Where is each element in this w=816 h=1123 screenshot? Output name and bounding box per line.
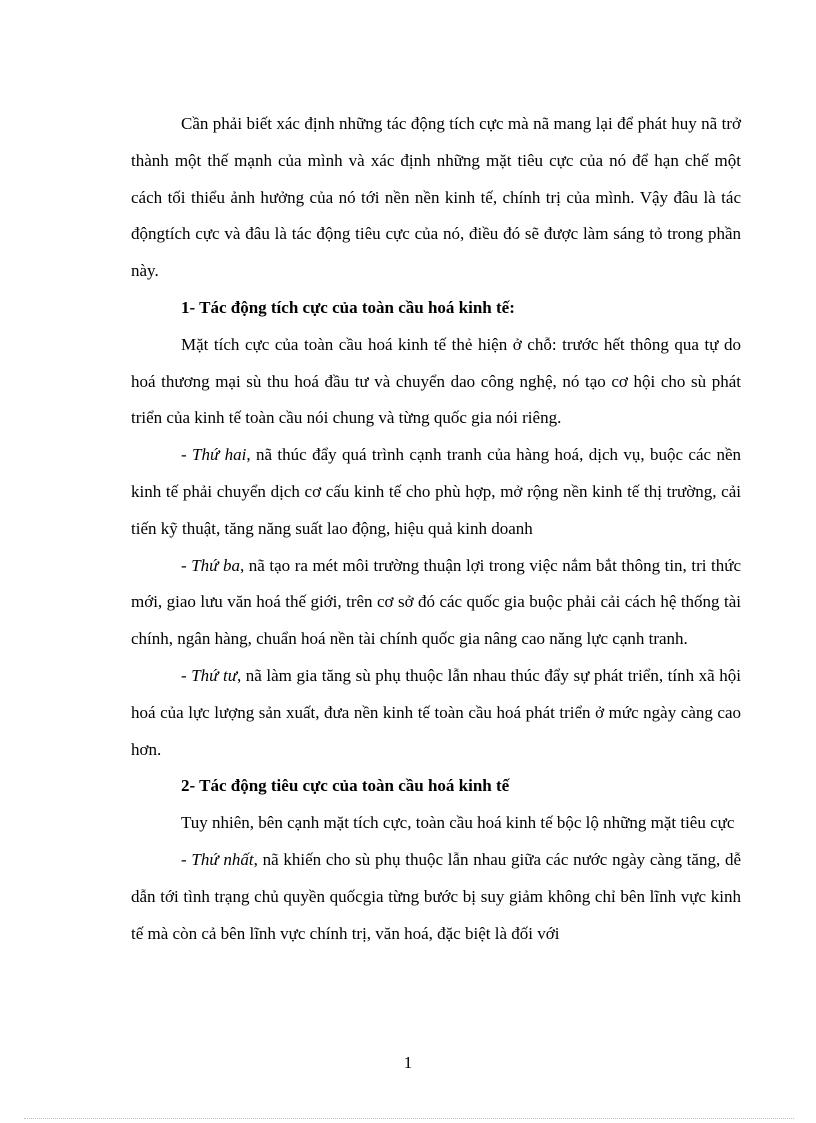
- page-bottom-border: [24, 1118, 794, 1119]
- section-1-heading: 1- Tác động tích cực của toàn cầu hoá kinh tế:: [181, 297, 515, 317]
- item-lead: Thứ tư: [191, 665, 237, 685]
- item-text: , nã thúc đẩy quá trình cạnh tranh của hàng hoá, dịch vụ, buộc các nền kinh tế phải chuyển dịch cơ cấu kinh tế cho phù hợp, mở rộng nền kinh tế thị trường, cải tiến kỹ thuật, tăng năng suất lao động, hiệu quả kinh doanh: [131, 445, 741, 538]
- item-lead: Thứ ba: [191, 555, 240, 575]
- section-2-paragraph: Tuy nhiên, bên cạnh mặt tích cực, toàn cầu hoá kinh tế bộc lộ những mặt tiêu cực: [181, 813, 735, 833]
- item-text: , nã làm gia tăng sù phụ thuộc lẫn nhau thúc đẩy sự phát triển, tính xã hội hoá của lực lượng sản xuất, đưa nền kinh tế toàn cầu hoá phát triển ở mức ngày càng cao hơn.: [131, 665, 741, 759]
- list-dash: -: [181, 665, 192, 685]
- section-2-heading: 2- Tác động tiêu cực của toàn cầu hoá kinh tế: [181, 776, 510, 796]
- item-lead: Thứ nhất: [191, 849, 254, 869]
- section-1-item-4: [131, 658, 741, 768]
- list-dash: -: [181, 849, 192, 869]
- section-2-item-1: [131, 842, 741, 952]
- list-dash: -: [181, 555, 192, 575]
- section-1-paragraph: Mặt tích cực của toàn cầu hoá kinh tế thẻ hiện ở chỗ: trước hết thông qua tự do hoá thương mại sù thu hoá đầu tư và chuyển dao công nghệ, nó tạo cơ hội cho sù phát triển của kinh tế toàn cầu nói chung và từng quốc gia nói riêng.: [131, 334, 741, 428]
- section-1-item-3: [131, 548, 741, 658]
- page-number: 1: [403, 1053, 413, 1072]
- document-body: [131, 106, 741, 952]
- list-dash: -: [181, 445, 193, 465]
- intro-paragraph: Cần phải biết xác định những tác động tích cực mà nã mang lại để phát huy nã trở thành một thế mạnh của mình và xác định những mặt tiêu cực của nó để hạn chế một cách tối thiểu ảnh hưởng của nó tới nền nền kinh tế, chính trị của mình. Vậy đâu là tác độngtích cực và đâu là tác động tiêu cực của nó, điều đó sẽ được làm sáng tỏ trong phần này.: [131, 114, 741, 281]
- item-text: , nã tạo ra mét môi trường thuận lợi trong việc nắm bắt thông tin, tri thức mới, giao lưu văn hoá thế giới, trên cơ sở đó các quốc gia buộc phải cải cách hệ thống tài chính, ngân hàng, chuẩn hoá nền tài chính quốc gia nâng cao năng lực cạnh tranh.: [131, 555, 741, 649]
- item-lead: Thứ hai: [192, 445, 247, 465]
- item-text: , nã khiến cho sù phụ thuộc lẫn nhau giữa các nước ngày càng tăng, dễ dẫn tới tình trạng chủ quyền quốcgia từng bước bị suy giảm không chỉ bên lĩnh vực kinh tế mà còn cả bên lĩnh vực chính trị, văn hoá, đặc biệt là đối với: [131, 849, 741, 943]
- section-1-item-2: [131, 437, 741, 547]
